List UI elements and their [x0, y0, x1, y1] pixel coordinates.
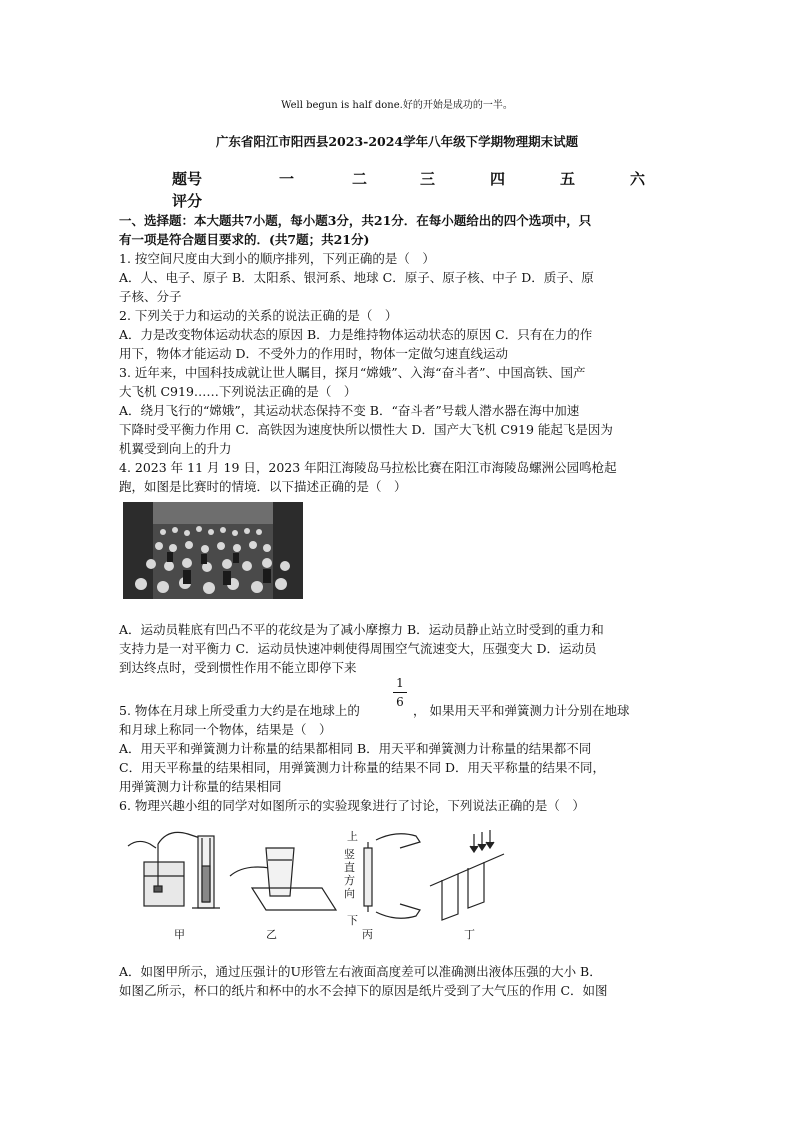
question-4: 4. 2023 年 11 月 19 日，2023 年阳江海陵岛马拉松比赛在阳江市海陵岛螺洲公园鸣枪起	[119, 460, 617, 475]
question-3: 大飞机 C919……下列说法正确的是（ ）	[119, 384, 357, 399]
question-3-options: 下降时受平衡力作用 C．高铁因为速度快所以惯性大 D．国产大飞机 C919 能起飞是因为	[119, 422, 613, 437]
label-down: 下	[347, 914, 358, 927]
cup-paper-diagram	[230, 848, 336, 910]
question-6-options: 如图乙所示，杯口的纸片和杯中的水不会掉下的原因是纸片受到了大气压的作用 C．如图	[119, 983, 608, 998]
pressure-gauge-diagram	[128, 832, 220, 908]
question-5-options: C．用天平称量的结果相同，用弹簧测力计称量的结果不同 D．用天平称量的结果不同，	[119, 760, 606, 775]
score-header-row	[172, 168, 672, 190]
question-5: 和月球上称同一个物体，结果是（ ）	[119, 722, 332, 737]
question-3-options: 机翼受到向上的升力	[119, 441, 232, 456]
paper-strips-diagram	[430, 830, 504, 920]
question-5: ， 如果用天平和弹簧测力计分别在地球	[413, 703, 630, 718]
section-heading: 一、选择题：本大题共7小题，每小题3分，共21分．在每小题给出的四个选项中，只	[119, 213, 592, 228]
score-cell: 三	[420, 170, 436, 188]
question-4-options: 支持力是一对平衡力 C．运动员快速冲刺使得周围空气流速变大，压强变大 D．运动员	[119, 641, 597, 656]
pencil-press-diagram	[364, 834, 420, 919]
question-5: 5. 物体在月球上所受重力大约是在地球上的	[119, 703, 360, 718]
section-heading: 有一项是符合题目要求的．(共7题；共21分)	[119, 232, 370, 247]
label-up: 上	[347, 830, 358, 843]
figure-label-bing: 丙	[362, 928, 373, 941]
score-cell: 五	[560, 170, 576, 188]
label-vertical-direction: 竖直方向	[344, 848, 355, 900]
question-6-options: A．如图甲所示，通过压强计的U形管左右液面高度差可以准确测出液体压强的大小 B．	[119, 964, 602, 979]
score-table	[172, 168, 672, 212]
question-4: 跑，如图是比赛时的情境．以下描述正确的是（ ）	[119, 479, 407, 494]
question-2: 2. 下列关于力和运动的关系的说法正确的是（ ）	[119, 308, 398, 323]
question-2-options: 用下，物体才能运动 D．不受外力的作用时，物体一定做匀速直线运动	[119, 346, 508, 361]
question-3-options: A．绕月飞行的“嫦娥”，其运动状态保持不变 B．“奋斗者”号载人潜水器在海中加速	[119, 403, 580, 418]
question-4-options: A．运动员鞋底有凹凸不平的花纹是为了减小摩擦力 B．运动员静止站立时受到的重力和	[119, 622, 604, 637]
figure-label-jia: 甲	[174, 928, 185, 941]
marathon-photo	[123, 502, 303, 599]
fraction-numerator: 1	[396, 676, 404, 690]
question-2-options: A．力是改变物体运动状态的原因 B．力是维持物体运动状态的原因 C．只有在力的作	[119, 327, 593, 342]
score-cell: 评分	[172, 192, 203, 210]
question-1-options: A．人、电子、原子 B．太阳系、银河系、地球 C．原子、原子核、中子 D．质子、原	[119, 270, 594, 285]
question-6: 6. 物理兴趣小组的同学对如图所示的实验现象进行了讨论，下列说法正确的是（ ）	[119, 798, 585, 813]
score-cell: 四	[490, 170, 506, 188]
fraction-denominator: 6	[396, 695, 404, 709]
score-cell: 一	[279, 170, 295, 188]
score-value-row	[172, 190, 672, 212]
question-5-options: 用弹簧测力计称量的结果相同	[119, 779, 282, 794]
exam-title: 广东省阳江市阳西县2023-2024学年八年级下学期物理期末试题	[215, 134, 579, 149]
motto: Well begun is half done.好的开始是成功的一半。	[281, 100, 513, 111]
fraction-one-sixth	[393, 676, 407, 709]
question-4-options: 到达终点时，受到惯性作用不能立即停下来	[119, 660, 357, 675]
figure-label-yi: 乙	[266, 928, 277, 941]
question-5-options: A．用天平和弹簧测力计称量的结果都相同 B．用天平和弹簧测力计称量的结果都不同	[119, 741, 592, 756]
question-1-options: 子核、分子	[119, 289, 182, 304]
score-cell: 六	[630, 170, 646, 188]
score-cell: 题号	[172, 170, 203, 188]
score-cell: 二	[352, 170, 368, 188]
question-3: 3. 近年来，中国科技成就让世人瞩目，探月“嫦娥”、入海“奋斗者”、中国高铁、国产	[119, 365, 586, 380]
question-1: 1. 按空间尺度由大到小的顺序排列，下列正确的是（ ）	[119, 251, 435, 266]
experiment-figure	[118, 826, 538, 946]
figure-label-ding: 丁	[464, 928, 475, 941]
